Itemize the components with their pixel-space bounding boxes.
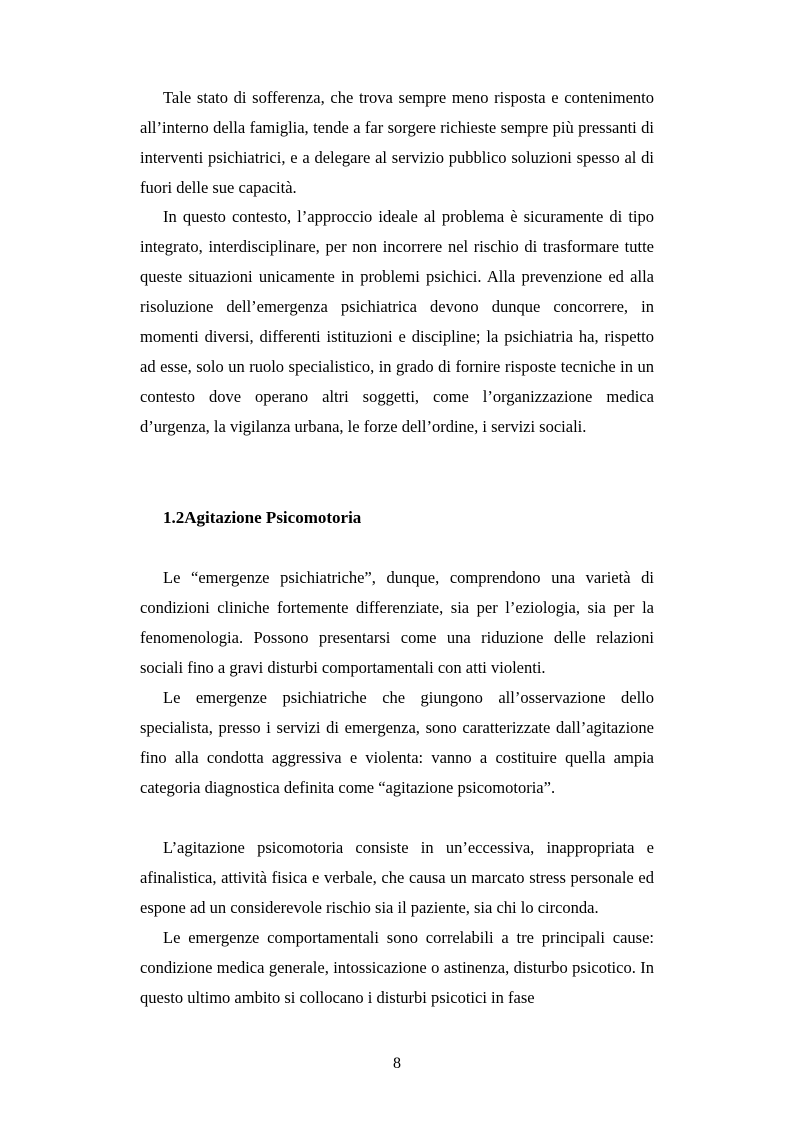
paragraph-agitation-definition: L’agitazione psicomotoria consiste in un’eccessiva, inappropriata e afinalistica, attività fisica e verbale, che causa un marcato stress personale ed espone ad un considerevole rischio sia il paziente, sia chi lo circonda. — [140, 838, 654, 917]
paragraph-behavioral-causes: Le emergenze comportamentali sono correlabili a tre principali cause: condizione medica generale, intossicazione o astinenza, disturbo psicotico. In questo ultimo ambito si collocano i disturbi psicotici in fase — [140, 928, 654, 1007]
paragraph-integrated-approach: In questo contesto, l’approccio ideale al problema è sicuramente di tipo integrato, interdisciplinare, per non incorrere nel rischio di trasformare tutte queste situazioni unicamente in problemi psichici. Alla prevenzione ed alla risoluzione dell’emergenza psichiatrica devono dunque concorrere, in momenti diversi, differenti istituzioni e discipline; la psichiatria ha, rispetto ad esse, solo un ruolo specialistico, in grado di fornire risposte tecniche in un contesto dove operano altri soggetti, come l’organizzazione medica d’urgenza, la vigilanza urbana, le forze dell’ordine, i servizi sociali. — [140, 207, 654, 436]
paragraph-family-suffering: Tale stato di sofferenza, che trova sempre meno risposta e contenimento all’interno della famiglia, tende a far sorgere richieste sempre più pressanti di interventi psichiatrici, e a delegare al servizio pubblico soluzioni spesso al di fuori delle sue capacità. — [140, 88, 654, 197]
paragraph-psychiatric-emergencies: Le “emergenze psichiatriche”, dunque, comprendono una varietà di condizioni cliniche fortemente differenziate, sia per l’eziologia, sia per la fenomenologia. Possono presentarsi come una riduzione delle relazioni sociali fino a gravi disturbi comportamentali con atti violenti. — [140, 568, 654, 677]
paragraph-specialist-observation: Le emergenze psichiatriche che giungono all’osservazione dello specialista, presso i servizi di emergenza, sono caratterizzate dall’agitazione fino alla condotta aggressiva e violenta: vanno a costituire quella ampia categoria diagnostica definita come “agitazione psicomotoria”. — [140, 688, 654, 797]
page-number: 8 — [393, 1055, 401, 1072]
section-heading: 1.2Agitazione Psicomotoria — [163, 508, 362, 527]
